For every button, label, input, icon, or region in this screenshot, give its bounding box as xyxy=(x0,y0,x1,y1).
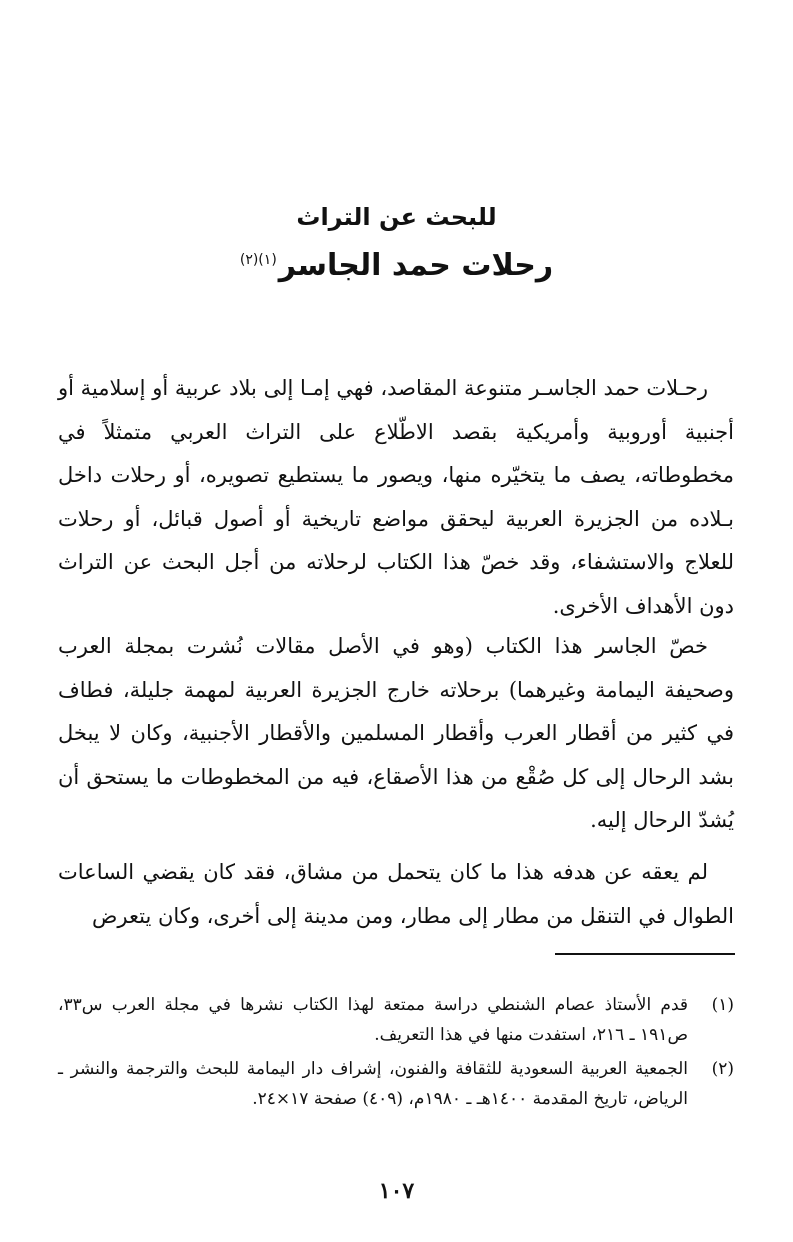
footnote-number: (٢) xyxy=(711,1059,734,1079)
footnote-separator xyxy=(555,953,735,955)
footnotes xyxy=(58,990,734,1118)
footnote-2 xyxy=(58,1054,734,1114)
body-paragraph-2: خصّ الجاسر هذا الكتاب (وهو في الأصل مقالات نُشرت بمجلة العرب وصحيفة اليمامة وغيرهما) برحلاته خارج الجزيرة العربية لمهمة جليلة، فطاف في كثير من أقطار العرب وأقطار المسلمين والأقطار الأجنبية، وكان لا يبخل بشد الرحال إلى كل صُقْع من هذا الأصقاع، فيه من المخطوطات ما يستحق أن يُشدّ الرحال إليه. xyxy=(58,634,734,832)
chapter-title xyxy=(0,240,793,286)
footnote-markers: (١)(٢) xyxy=(239,252,277,268)
section-heading xyxy=(0,200,793,234)
section-heading-text: للبحث عن التراث xyxy=(296,203,497,231)
chapter-title-text: رحلات حمد الجاسر xyxy=(278,248,554,283)
footnote-text: الجمعية العربية السعودية للثقافة والفنون، إشراف دار اليمامة للبحث والترجمة والنشر ـ الرياض، تاريخ المقدمة ١٤٠٠هـ ـ ١٩٨٠م، (٤٠٩) صفحة ١٧×٢٤. xyxy=(58,1059,688,1109)
footnote-number: (١) xyxy=(711,995,734,1015)
footnote-text: قدم الأستاذ عصام الشنطي دراسة ممتعة لهذا الكتاب نشرها في مجلة العرب س٣٣، ص١٩١ ـ ٢١٦، استفدت منها في هذا التعريف. xyxy=(58,995,688,1045)
body-paragraph-1: رحـلات حمد الجاسـر متنوعة المقاصد، فهي إمـا إلى بلاد عربية أو إسلامية أو أجنبية أوروبية وأمريكية بقصد الاطّلاع على التراث العربي متمثلاً في مخطوطاته، يصف ما يتخيّره منها، ويصور ما يستطيع تصويره، أو رحلات داخل بـلاده من الجزيرة العربية ليحقق مواضع تاريخية أو أصول قبائل، أو رحلات للعلاج والاستشفاء، وقد خصّ هذا الكتاب لرحلاته من أجل البحث عن التراث دون الأهداف الأخرى. xyxy=(58,376,734,618)
page-number: ١٠٧ xyxy=(378,1178,415,1204)
body-paragraph-3: لم يعقه عن هدفه هذا ما كان يتحمل من مشاق، فقد كان يقضي الساعات الطوال في التنقل من مطار إلى مطار، ومن مدينة إلى أخرى، وكان يتعرض xyxy=(58,860,734,928)
footnote-1 xyxy=(58,990,734,1050)
